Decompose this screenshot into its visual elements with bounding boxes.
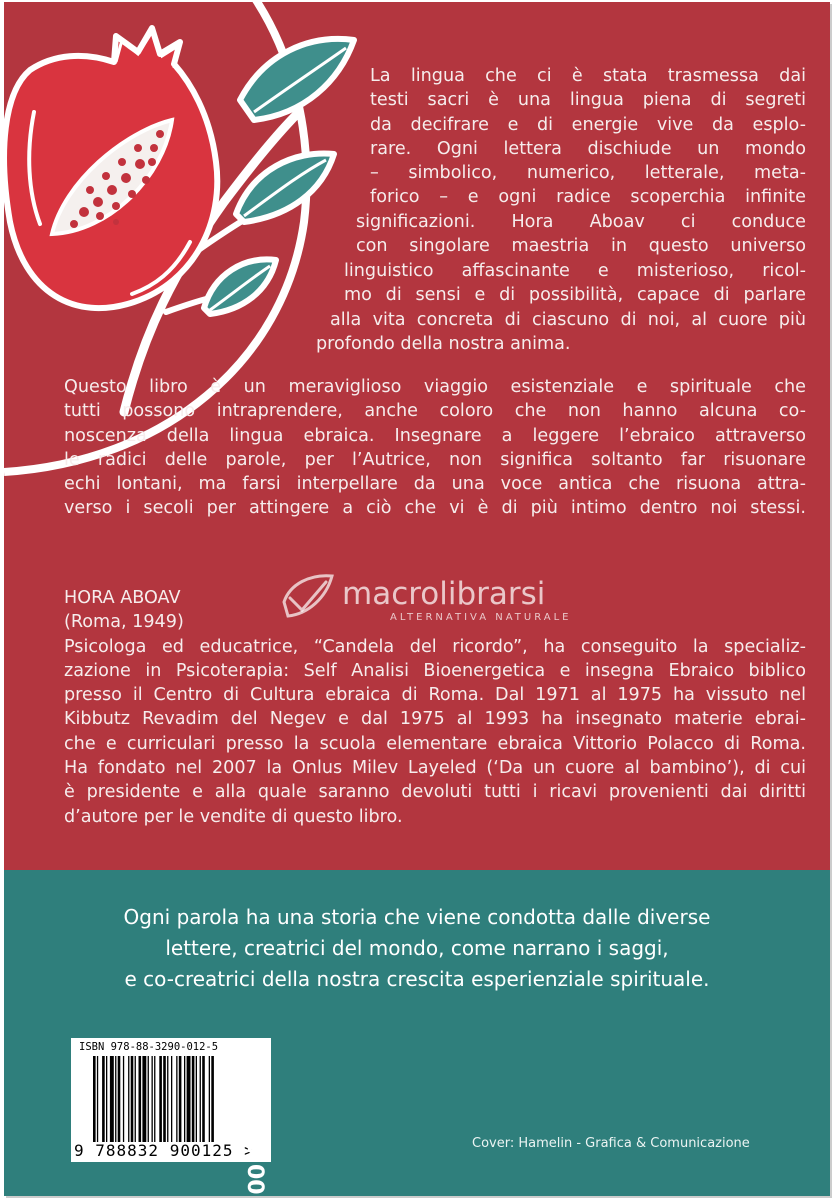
author-bio-line: presso il Centro di Cultura ebraica di Roma. Dal 1971 al 1975 ha vissuto nel [64,685,806,706]
isbn-label: ISBN 978-88-3290-012-5 [79,1041,219,1053]
author-name: HORA ABOAV [64,588,181,608]
author-section [64,586,806,829]
blurb-intro-cont [356,210,806,259]
author-bio-line: è presidente e alla quale saranno devoluti tutti i ricavi provenienti dai diritti [64,782,806,803]
blurb-line: testi sacri è una lingua piena di segreti [370,90,806,111]
blurb-line: da decifrare e di energie vive da esplo- [370,114,806,135]
blurb-line: alla vita concreta di ciascuno di noi, al cuore più [330,310,806,330]
blurb-intro-end [316,332,806,356]
blurb-line: La lingua che ci è stata trasmessa dai [370,66,806,86]
blurb-line: – simbolico, numerico, letterale, meta- [370,163,806,184]
author-bio-line: che e curriculari presso la scuola elementare ebraica Vittorio Polacco di Roma. [64,733,806,754]
blurb-line: echi lontani, ma farsi interpellare da una voce antica che risuona attra- [64,474,806,495]
author-bio-line: Kibbutz Revadim del Negev e dal 1975 al 1993 ha insegnato materie ebrai- [64,709,806,730]
barcode-bars [93,1056,263,1142]
tagline-line: lettere, creatrici del mondo, come narrano i saggi, [165,936,669,960]
book-back-cover [4,2,830,1196]
tagline-line: Ogni parola ha una storia che viene condotta dalle diverse [123,905,711,929]
blurb-line: verso i secoli per attingere a ciò che vi è di più intimo dentro noi stessi. [64,498,806,519]
blurb-intro-cont2 [344,259,806,308]
tagline [4,902,830,995]
author-bio-line: Psicologa ed educatrice, “Candela del ricordo”, ha conseguito la specializ- [64,636,806,657]
author-origin: (Roma, 1949) [64,612,184,633]
blurb-intro-cont3 [330,308,806,332]
blurb-main [64,375,806,521]
blurb-line: noscenza della lingua ebraica. Insegnare a leggere l’ebraico attraverso [64,425,806,446]
author-bio-line: Ha fondato nel 2007 la Onlus Milev Layeled (‘Da un cuore al bambino’), di cui [64,758,806,779]
author-bio-line: d’autore per le vendite di questo libro. [64,806,403,827]
blurb-line: forico – e ogni radice scoperchia infinite [370,187,806,208]
blurb-line: significazioni. Hora Aboav ci conduce [356,212,806,232]
cover-credit: Cover: Hamelin - Grafica & Comunicazione [472,1136,750,1151]
author-bio-line: zazione in Psicoterapia: Self Analisi Bioenergetica e insegna Ebraico biblico [64,660,806,681]
blurb-line: con singolare maestria in questo universo [356,236,806,257]
tagline-line: e co-creatrici della nostra crescita esperienziale spirituale. [124,967,710,991]
ean-digits: 9 788832 900125 > [74,1141,255,1160]
blurb-line: le radici delle parole, per l’Autrice, non significa soltanto far risuonare [64,449,806,470]
watermark-tagline: ALTERNATIVA NATURALE [390,612,572,623]
price: € 20,00 [242,1102,267,1195]
blurb-line: profondo della nostra anima. [316,334,571,354]
watermark-brand: macrolibrarsi [342,576,546,612]
blurb-line: Questo libro è un meraviglioso viaggio esistenziale e spirituale che [64,377,806,397]
blurb-intro [370,64,806,210]
blurb-line: tutti possono intraprendere, anche coloro che non hanno alcuna co- [64,401,806,422]
blurb-line: linguistico affascinante e misterioso, ricol- [344,261,806,281]
blurb-line: rare. Ogni lettera dischiude un mondo [370,138,806,159]
blurb-line: mo di sensi e di possibilità, capace di parlare [344,285,806,306]
